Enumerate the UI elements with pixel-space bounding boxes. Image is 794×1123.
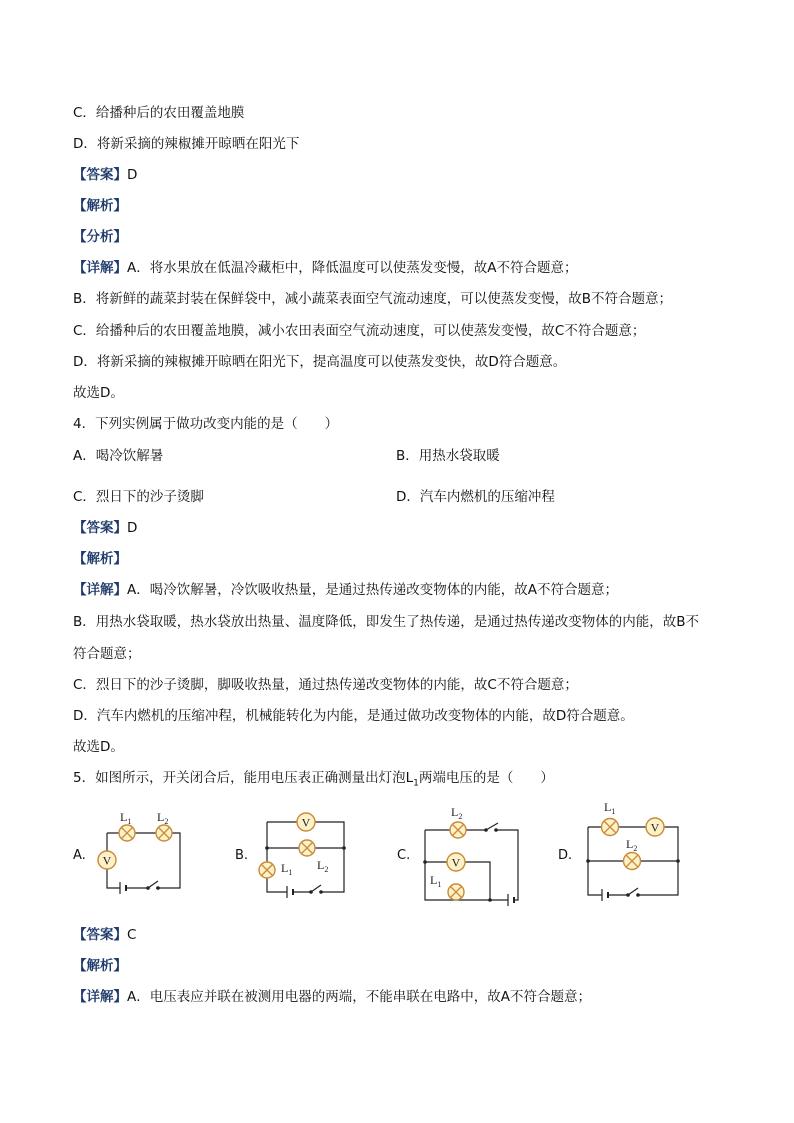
svg-text:L2: $L_2$ (317, 858, 329, 874)
q3-detail-a (73, 259, 577, 277)
fenxi-tag: 【分析】 (73, 229, 127, 245)
lamp-l2-icon (624, 853, 641, 870)
q3-detail-d: D．将新采摘的辣椒摊开晾晒在阳光下，提高温度可以使蒸发变快，故D符合题意。 (73, 354, 567, 370)
lamp-l2-icon (156, 825, 172, 841)
stem-pre: 5．如图所示，开关闭合后，能用电压表正确测量出灯泡 (73, 770, 406, 786)
q5-answer-line (73, 926, 136, 944)
svg-text:L1: $L_1$ (604, 800, 616, 816)
answer-tag: 【答案】 (73, 520, 127, 536)
q4-option-b: B．用热水袋取暖 (396, 448, 500, 464)
voltmeter-icon (98, 851, 116, 869)
q4-detail-b2: 符合题意； (73, 646, 141, 662)
q4-detail-b1: B．用热水袋取暖，热水袋放出热量、温度降低，即发生了热传递，是通过热传递改变物体的内能，故B不 (73, 614, 700, 630)
circuit-a-diagram (92, 810, 187, 904)
svg-text:L2: $L_2$ (157, 810, 169, 826)
stem-post: 两端电压的是（ ） (418, 770, 554, 786)
voltmeter-icon (297, 813, 315, 831)
q4-detail-c: C．烈日下的沙子烫脚，脚吸收热量，通过热传递改变物体的内能，故C不符合题意； (73, 677, 578, 693)
lamp-l2-icon (450, 822, 466, 838)
analysis-tag: 【解析】 (73, 198, 127, 214)
voltmeter-icon (646, 818, 664, 836)
analysis-tag: 【解析】 (73, 958, 127, 974)
circuit-b-diagram (255, 810, 350, 904)
q5-detail-a (73, 988, 591, 1006)
detail-tag: 【详解】 (73, 989, 127, 1005)
svg-text:L1: $L_1$ (120, 810, 132, 826)
svg-text:L2: $L_2$ (451, 805, 463, 821)
svg-text:L1: $L_1$ (430, 873, 442, 889)
q4-answer-line (73, 519, 137, 537)
lamp-l1-icon (119, 825, 135, 841)
q4-stem: 4．下列实例属于做功改变内能的是（ ） (73, 416, 339, 432)
svg-text:V: V (650, 820, 660, 835)
lamp-l2-icon (299, 840, 315, 856)
q3-option-c: C．给播种后的农田覆盖地膜 (73, 105, 245, 121)
answer-value: C (127, 927, 137, 943)
lamp-l1-icon (602, 819, 619, 836)
detail-text: A．电压表应并联在被测用电器的两端，不能串联在电路中，故A不符合题意； (127, 989, 591, 1005)
q4-detail-a (73, 581, 618, 599)
svg-text:V: V (102, 853, 112, 868)
q3-answer-line (73, 166, 137, 184)
answer-value: D (127, 167, 138, 183)
detail-text: A．喝冷饮解暑，冷饮吸收热量，是通过热传递改变物体的内能，故A不符合题意； (127, 582, 618, 598)
lamp-l1-icon (259, 862, 275, 878)
circuit-d-diagram (580, 795, 690, 914)
stem-sub: 1 (413, 778, 419, 789)
q4-detail-d: D．汽车内燃机的压缩冲程，机械能转化为内能，是通过做功改变物体的内能，故D符合题意。 (73, 708, 634, 724)
answer-value: D (127, 520, 138, 536)
detail-text: A．将水果放在低温冷藏柜中，降低温度可以使蒸发变慢，故A不符合题意； (127, 260, 578, 276)
analysis-tag: 【解析】 (73, 551, 127, 567)
q5-option-c-label: C. (397, 848, 411, 863)
q5-option-a-label: A. (73, 848, 86, 863)
svg-text:L1: $L_1$ (281, 861, 293, 877)
q3-option-d: D．将新采摘的辣椒摊开晾晒在阳光下 (73, 136, 300, 152)
answer-tag: 【答案】 (73, 167, 127, 183)
svg-text:V: V (301, 815, 311, 830)
q4-option-d: D．汽车内燃机的压缩冲程 (396, 489, 555, 505)
q3-conclusion: 故选D。 (73, 385, 124, 401)
svg-text:L2: $L_2$ (626, 837, 638, 853)
q3-detail-c: C．给播种后的农田覆盖地膜，减小农田表面空气流动速度，可以使蒸发变慢，故C不符合题意； (73, 323, 646, 339)
q4-option-c: C．烈日下的沙子烫脚 (73, 489, 204, 505)
svg-text:V: V (451, 855, 461, 870)
voltmeter-icon (447, 853, 465, 871)
q5-option-b-label: B. (235, 848, 249, 863)
q5-stem (73, 769, 554, 793)
circuit-c-diagram (420, 800, 525, 914)
q5-option-d-label: D. (558, 848, 573, 863)
detail-tag: 【详解】 (73, 582, 127, 598)
answer-tag: 【答案】 (73, 927, 127, 943)
q3-detail-b: B．将新鲜的蔬菜封装在保鲜袋中，减小蔬菜表面空气流动速度，可以使蒸发变慢，故B不符合题意； (73, 291, 673, 307)
detail-tag: 【详解】 (73, 260, 127, 276)
stem-lamp: L (405, 770, 414, 786)
lamp-l1-icon (448, 884, 464, 900)
q4-conclusion: 故选D。 (73, 739, 124, 755)
q4-option-a: A．喝冷饮解暑 (73, 448, 164, 464)
